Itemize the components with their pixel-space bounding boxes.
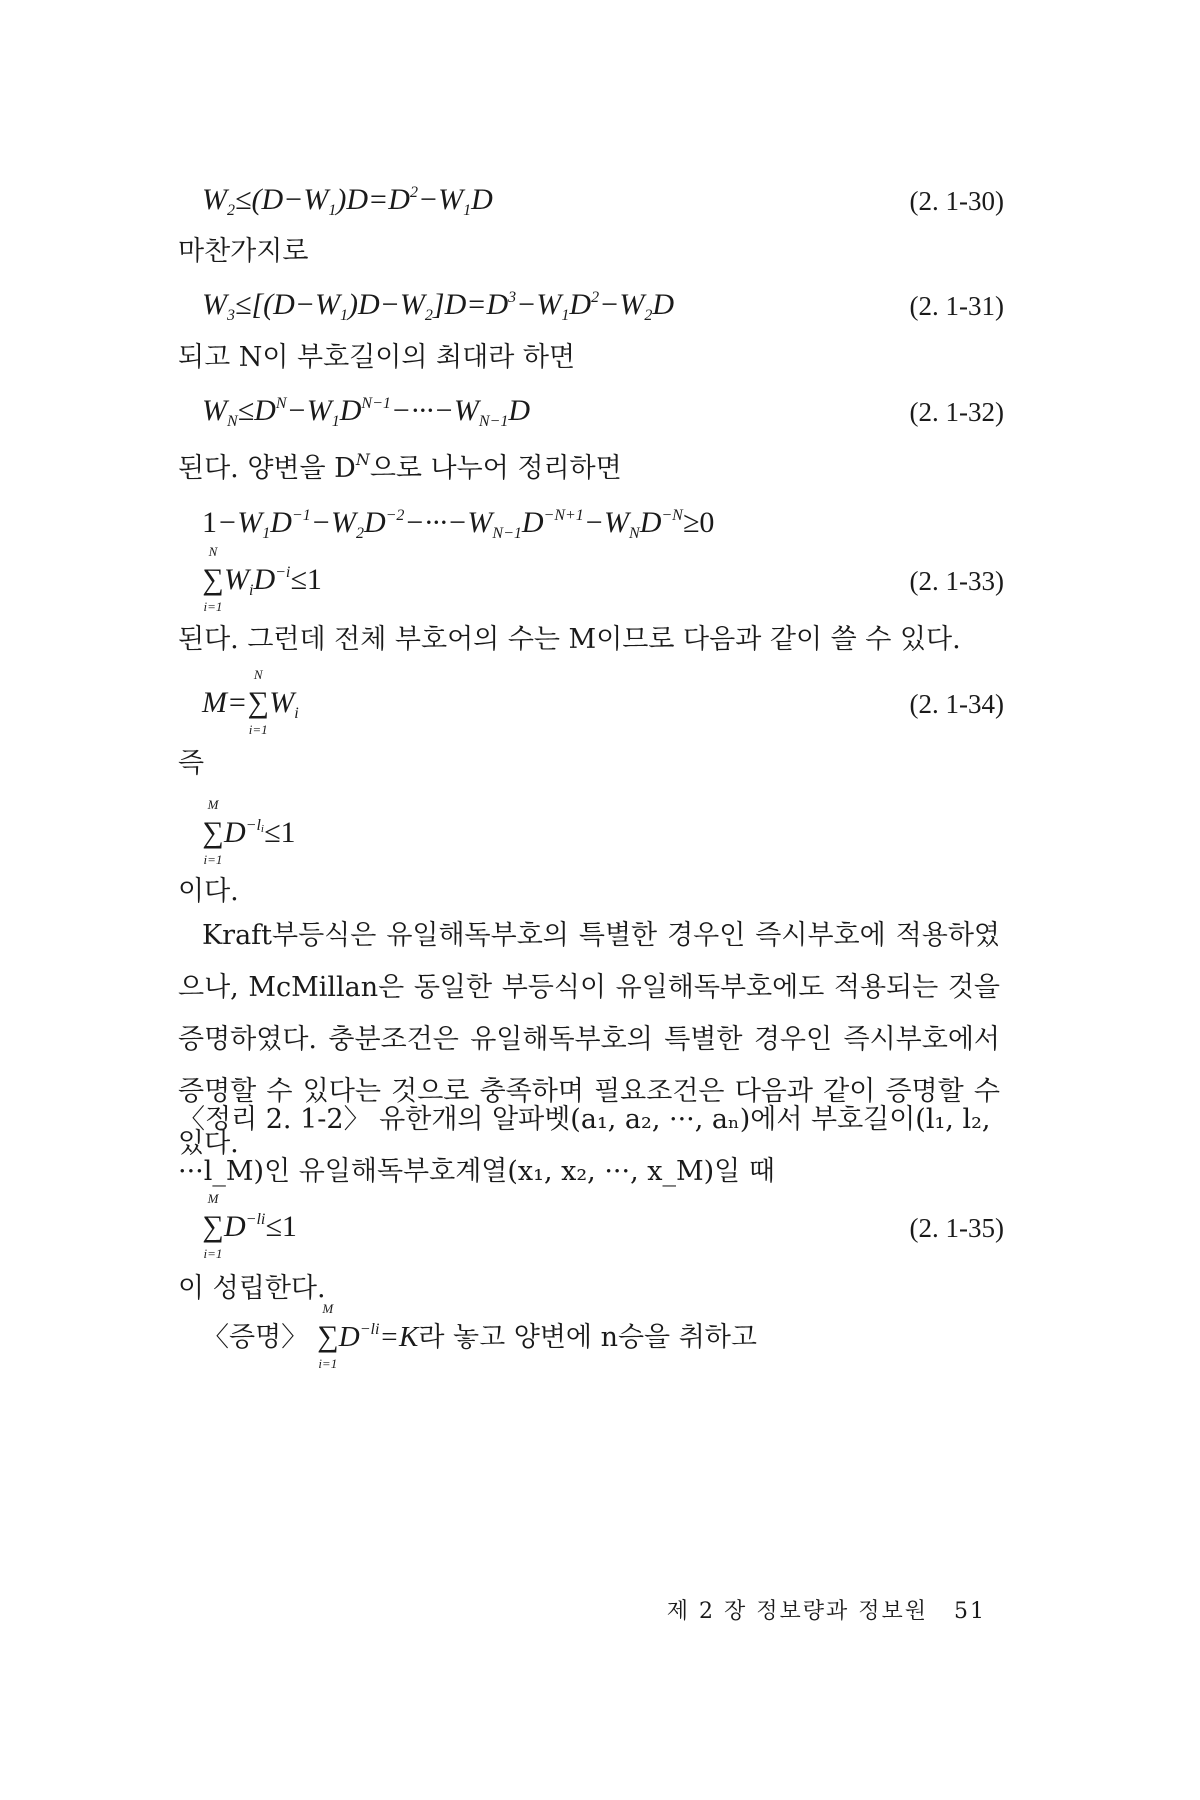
theorem-line: 〈정리 2. 1-2〉 유한개의 알파벳(a₁, a₂, ···, aₙ)에서 부호길이(l₁, l₂,	[178, 1104, 991, 1135]
equation-2-1-32: $W_N\le D^N-W_1D^{N-1}-\cdot\cdot\cdot-W_{N-1}D$	[202, 394, 530, 430]
proof-line: 〈증명〉 ∑ M i=1 $D^{-li}=K$라 놓고 양변에 n승을 취하고	[202, 1301, 757, 1371]
page-footer	[667, 1594, 986, 1625]
text-line: 즉	[178, 748, 205, 779]
text-line: 된다. 그런데 전체 부호어의 수는 M이므로 다음과 같이 쓸 수 있다.	[178, 624, 961, 655]
equation-2-1-31: $W_3\le[(D-W_1)D-W_2]D=D^3-W_1D^2-W_2D$	[202, 288, 674, 324]
equation-number-2-1-31: (2. 1-31)	[909, 291, 1004, 321]
equation-number-2-1-33: (2. 1-33)	[909, 566, 1004, 596]
equation-unnumbered: $1-W_1D^{-1}-W_2D^{-2}-\cdot\cdot\cdot-W_{N-1}D^{-N+1}-W_ND^{-N}\ge 0$	[202, 506, 715, 542]
equation-2-1-34: M=∑ N i=1 $W_i$	[202, 667, 299, 737]
page-number: 51	[954, 1599, 986, 1624]
equation-number-2-1-35: (2. 1-35)	[909, 1213, 1004, 1243]
text-line: 마찬가지로	[178, 236, 309, 267]
text-line: 이다.	[178, 876, 239, 907]
equation-number-2-1-32: (2. 1-32)	[909, 397, 1004, 427]
theorem-line: ···l_M)인 유일해독부호계열(x₁, x₂, ···, x_M)일 때	[178, 1156, 775, 1187]
chapter-title: 제 2 장 정보량과 정보원	[666, 1599, 928, 1624]
equation-number-2-1-34: (2. 1-34)	[909, 689, 1004, 719]
body-paragraph: Kraft부등식은 유일해독부호의 특별한 경우인 즉시부호에 적용하였으나, McMillan은 동일한 부등식이 유일해독부호에도 적용되는 것을 증명하였다. 충분조건은 유일해독부호의 특별한 경우인 즉시부호에서 증명할 수 있다는 것으로 충족하며 필요조건은 다음과 같이 증명할 수 있다.	[178, 920, 1000, 1159]
equation-kraft: ∑ M i=1 $D^{-l_i}\le 1$	[202, 797, 296, 867]
equation-number-2-1-30: (2. 1-30)	[909, 186, 1004, 216]
equation-2-1-35: ∑ M i=1 $D^{-li}\le 1$	[202, 1191, 297, 1261]
text-line: 된다. 양변을 $D^N$으로 나누어 정리하면	[178, 450, 622, 484]
text-line: 이 성립한다.	[178, 1273, 326, 1304]
text-line: 되고 N이 부호길이의 최대라 하면	[178, 342, 576, 373]
equation-2-1-30: $W_2\le(D-W_1)D=D^2-W_1D$	[202, 183, 493, 219]
equation-2-1-33: ∑ N i=1 $W_iD^{-i}\le 1$	[202, 544, 322, 614]
